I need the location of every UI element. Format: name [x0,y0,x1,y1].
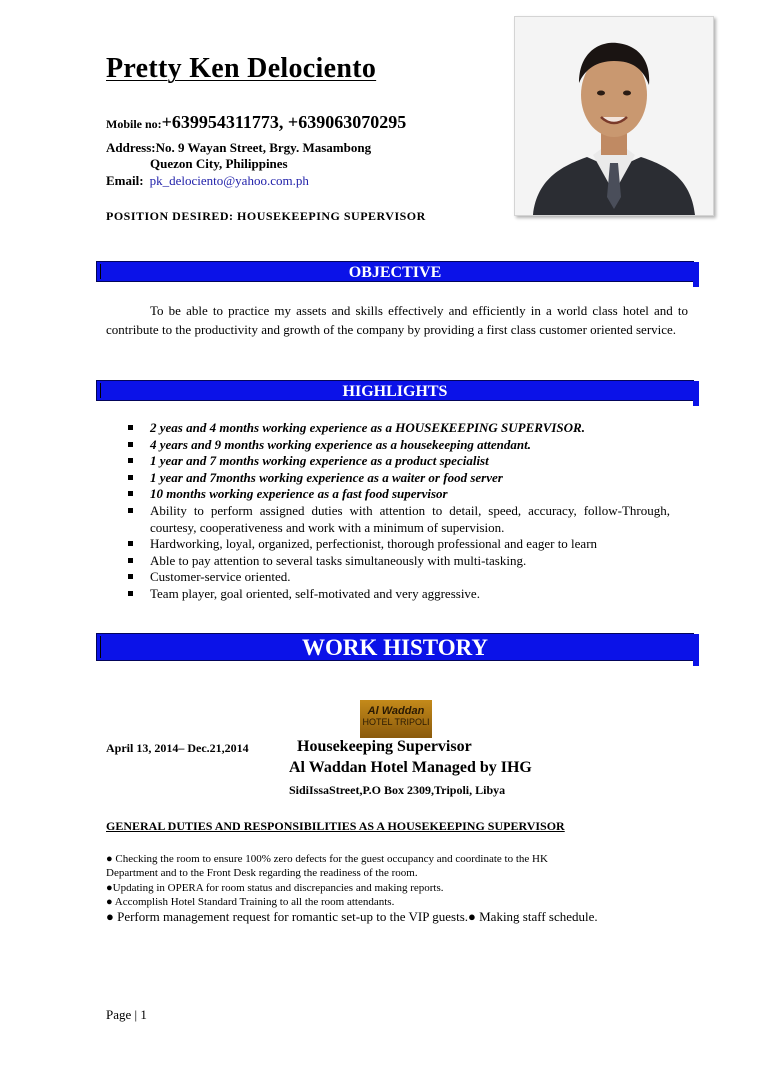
list-item: Team player, goal oriented, self-motivated and very aggressive. [128,586,692,603]
page-number: Page | 1 [106,1007,147,1022]
email-link[interactable]: pk_delociento@yahoo.com.ph [149,173,309,188]
list-item: 10 months working experience as a fast food supervisor [128,486,692,503]
list-item: Able to pay attention to several tasks simultaneously with multi-tasking. [128,553,692,570]
address-label: Address: [106,140,156,155]
portrait-image [515,17,713,215]
duty-line: ● Accomplish Hotel Standard Training to all the room attendants. [106,896,395,908]
email-label: Email: [106,173,144,188]
highlights-list [128,420,692,603]
logo-line-2: HOTEL TRIPOLI [362,717,430,727]
list-item: Hardworking, loyal, organized, perfectionist, thorough professional and eager to learn [128,536,692,553]
objective-text: To be able to practice my assets and skills effectively and efficiently in a world class hotel and to contribute to the productivity and growth of the company by providing a first class customer oriented service. [106,303,688,337]
duty-line: ●Updating in OPERA for room status and discrepancies and making reports. [106,882,444,894]
list-item: 1 year and 7months working experience as a waiter or food server [128,470,692,487]
employment-dates: April 13, 2014– Dec.21,2014 [106,741,249,755]
employer-name: Al Waddan Hotel Managed by IHG [289,759,532,776]
objective-heading: OBJECTIVE [96,261,694,282]
profile-photo [514,16,714,216]
job-title: Housekeeping Supervisor [297,738,472,755]
mobile-line [106,112,406,133]
list-item: Ability to perform assigned duties with attention to detail, speed, accuracy, follow-Through, courtesy, cooperativeness and work with a minimum of supervision. [128,503,670,536]
work-history-heading: WORK HISTORY [96,633,694,661]
duty-line: Department and to the Front Desk regarding the readiness of the room. [106,867,418,879]
mobile-label: Mobile no: [106,117,162,131]
address-line-1 [106,139,371,156]
list-item: Customer-service oriented. [128,569,692,586]
employer-address: SidiIssaStreet,P.O Box 2309,Tripoli, Libya [289,783,506,797]
duty-line: ● Perform management request for romantic set-up to the VIP guests.● Making staff schedule. [106,909,598,924]
list-item: 1 year and 7 months working experience as a product specialist [128,453,692,470]
logo-line-1: Al Waddan [367,705,425,717]
duties-heading: GENERAL DUTIES AND RESPONSIBILITIES AS A HOUSEKEEPING SUPERVISOR [106,819,565,833]
email-line [106,173,309,189]
applicant-name: Pretty Ken Delociento [106,53,377,84]
address-line-2: Quezon City, Philippines [150,156,288,171]
highlights-heading: HIGHLIGHTS [96,380,694,401]
position-desired: POSITION DESIRED: HOUSEKEEPING SUPERVISOR [106,209,426,223]
list-item: 4 years and 9 months working experience as a housekeeping attendant. [128,437,692,454]
mobile-value: +639954311773, +639063070295 [161,112,407,132]
list-item: 2 yeas and 4 months working experience as a HOUSEKEEPING SUPERVISOR. [128,420,692,437]
duty-line: ● Checking the room to ensure 100% zero defects for the guest occupancy and coordinate to the HK [106,853,548,865]
hotel-logo [360,700,432,738]
address-value: No. 9 Wayan Street, Brgy. Masambong [155,140,372,155]
